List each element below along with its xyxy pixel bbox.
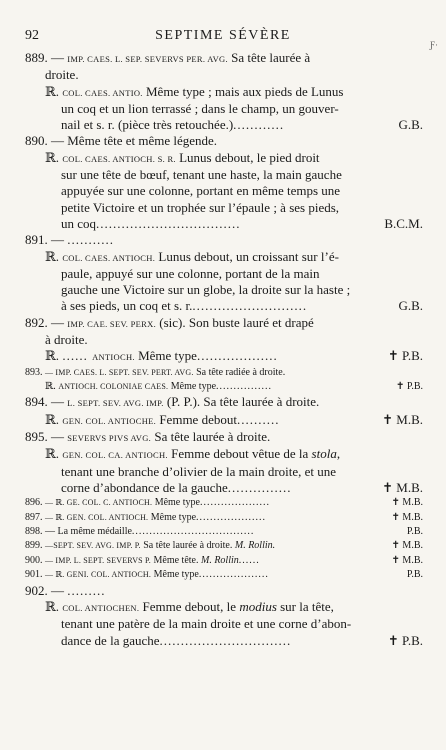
coin-legend: IMP. CAE. SEV. PERX. — [67, 318, 156, 329]
reverse-mark: ℝ. — [45, 149, 63, 165]
entry-line — [25, 200, 423, 216]
entry-line — [25, 539, 423, 553]
entry-text: appuyée sur une colonne, portant en même temps une — [61, 183, 341, 199]
entry-number: 900. — [25, 554, 45, 566]
collection-ref: G.B. — [398, 117, 423, 133]
entry-text: sur une tête de bœuf, tenant une haste, la main gauche — [61, 167, 342, 183]
leader-dots: .................... — [198, 569, 269, 581]
entry-text: dance de la gauche — [61, 632, 160, 648]
entry-number: 895. — [25, 429, 48, 445]
coin-legend: IMP. CAES. L. SEP. SEVERVS PER. AVG. — [67, 54, 228, 64]
entry-line — [25, 332, 423, 348]
collection-ref: ✝ M.B. — [382, 479, 423, 495]
entry-line — [25, 282, 423, 298]
entry-text: Sa tête laurée à — [227, 50, 311, 65]
entry-line — [25, 315, 423, 332]
entry-text: (sic). Son buste lauré et drapé — [156, 314, 314, 330]
coin-legend: — ℝ. GEN. COL. ANTIOCH. — [45, 512, 149, 522]
entry-line — [25, 232, 423, 248]
entry-text: Lunus debout, un croissant sur l’é- — [155, 248, 339, 264]
reverse-mark: ℝ. — [45, 381, 59, 393]
entry-text: Sa tête laurée à droite. — [151, 429, 271, 445]
entry-text: à droite. — [45, 332, 88, 348]
reverse-mark: ℝ. — [45, 83, 63, 99]
entry-text: Même type — [152, 497, 200, 509]
entry-line — [25, 133, 423, 149]
entry-number: 892. — [25, 314, 48, 330]
entry-number: 901. — [25, 569, 45, 581]
entry-line — [25, 84, 423, 101]
coin-legend: COL. ANTIOCHEN. — [62, 602, 140, 613]
entry-text: Femme debout vêtue de la — [167, 446, 312, 462]
reverse-mark: ℝ. — [45, 348, 63, 364]
leader-dots: .................... — [199, 497, 270, 509]
leader-dots: ................................... — [131, 526, 255, 538]
entry-line — [25, 183, 423, 199]
reverse-mark: ℝ. — [45, 411, 63, 427]
entry-line — [25, 249, 423, 266]
entry-text: tenant une patère de la main droite et une corne d’abon- — [61, 616, 352, 632]
entry-line — [25, 446, 423, 463]
entry-text: — Même tête et même légende. — [47, 133, 218, 149]
entry-text: — — [47, 582, 68, 598]
entry-text: Sa tête radiée à droite. — [193, 366, 286, 378]
collection-ref: G.B. — [398, 298, 423, 314]
entry-number: 894. — [25, 394, 48, 410]
coin-legend: L. SEPT. SEV. AVG. IMP. — [67, 398, 164, 409]
entry-line — [25, 616, 423, 632]
reverse-mark: ℝ. — [45, 248, 63, 264]
dash: — — [47, 314, 68, 330]
coin-legend: COL. CAES. ANTIOCH. S. R. — [62, 153, 176, 164]
collection-ref: B.C.M. — [384, 215, 423, 231]
entry-emphasis: modius — [239, 598, 277, 614]
emphasis — [312, 446, 337, 461]
page-number: 92 — [25, 28, 39, 43]
entry-text: (P. P.). Sa tête laurée à droite. — [163, 394, 320, 410]
entry-line — [25, 266, 423, 282]
coin-legend: —SEPT. SEV. AVG. IMP. P. — [45, 541, 141, 551]
entry-text: Femme debout, le — [139, 598, 240, 614]
leader-dots: .................... — [196, 511, 267, 523]
dash: — — [47, 50, 68, 65]
entry-number: 898. — [25, 526, 45, 538]
entry-text: à ses pieds, un coq et s. r. — [61, 298, 193, 314]
coin-legend: GEN. COL. ANTIOCHE. — [62, 415, 157, 426]
entry-line — [25, 348, 423, 365]
entry-text: Femme debout — [156, 411, 237, 427]
collection-ref: ✝ M.B. — [391, 497, 423, 509]
entry-text: un coq et un lion terrassé ; dans le champ, un gouver- — [61, 100, 339, 116]
collection-ref: ✝ P.B. — [395, 381, 423, 393]
entry-line — [25, 67, 423, 83]
leader-dots: ........................... — [192, 298, 308, 314]
entry-line — [25, 429, 423, 446]
entry-text: tenant une branche d’olivier de la main droite, et une — [61, 463, 337, 479]
leader-dots: ................... — [196, 348, 278, 364]
entry-text: — La même médaille — [45, 526, 132, 538]
entry-line — [25, 554, 423, 568]
entry-line — [25, 150, 423, 167]
entry-text: un coq — [61, 215, 97, 231]
entry-line — [25, 167, 423, 183]
emphasis — [239, 599, 277, 614]
entry-line — [25, 511, 423, 525]
coin-legend: — IMP. CAES. L. SEPT. SEV. PERT. AVG. — [45, 367, 194, 377]
leader-dots: ...... — [238, 554, 260, 566]
entry-text: Sa tête laurée à droite. — [140, 540, 235, 552]
running-title: SEPTIME SÉVÈRE — [155, 28, 291, 43]
entry-line — [25, 480, 423, 496]
coin-legend: COL. CAES. ANTIO. — [62, 87, 143, 98]
leader-dots: ............... — [227, 479, 292, 495]
dash: — — [47, 394, 68, 410]
entry-emphasis: M. Rollin — [200, 554, 239, 566]
collection-ref: ✝ P.B. — [387, 632, 423, 648]
leader-dots: .................................. — [96, 215, 241, 231]
entry-text: nail et s. r. (pièce très retouchée.) — [61, 117, 234, 133]
dash: — — [47, 429, 68, 445]
leader-dots: ...... — [62, 348, 93, 364]
entry-number: 893. — [25, 366, 45, 378]
entry-number: 899. — [25, 540, 45, 552]
entry-text: Même type — [134, 348, 197, 364]
collection-ref: ✝ M.B. — [391, 511, 423, 523]
leader-dots: .......... — [236, 411, 280, 427]
entry-line — [25, 380, 423, 394]
entry-number: 902. — [25, 582, 48, 598]
coin-legend: ANTIOCH. — [92, 352, 135, 363]
leader-dots: ......... — [67, 582, 106, 598]
emphasis — [235, 540, 275, 551]
entry-number: 890. — [25, 133, 48, 149]
entry-text: — — [47, 232, 68, 248]
entry-emphasis: M. Rollin. — [234, 540, 276, 552]
entry-text: gauche une Victoire sur un globe, la droite sur la haste ; — [61, 282, 351, 298]
entry-line — [25, 496, 423, 510]
entry-line — [25, 525, 423, 539]
collection-ref: ✝ M.B. — [391, 540, 423, 552]
entry-line — [25, 412, 423, 429]
entry-line — [25, 366, 423, 380]
reverse-mark: ℝ. — [45, 598, 63, 614]
emphasis — [201, 555, 239, 566]
entry-line — [25, 599, 423, 616]
collection-ref: P.B. — [406, 526, 423, 538]
entry-number: 896. — [25, 497, 45, 509]
entry-text: Même tête. — [151, 554, 201, 566]
collection-ref: P.B. — [406, 569, 423, 581]
leader-dots: ........... — [67, 232, 114, 248]
coin-legend: COL. CAES. ANTIOCH. — [62, 252, 156, 263]
collection-ref: ✝ M.B. — [382, 411, 423, 427]
entry-number: 897. — [25, 511, 45, 523]
entry-text: Même type ; mais aux pieds de Lunus — [142, 83, 344, 99]
entry-line — [25, 464, 423, 480]
coin-legend: — ℝ. GENI. COL. ANTIOCH. — [45, 570, 152, 580]
entry-text: sur la tête, — [276, 598, 334, 614]
entry-text: droite. — [45, 67, 79, 83]
entry-text: corne d’abondance de la gauche — [61, 479, 228, 495]
coin-legend: — IMP. L. SEPT. SEVERVS P. — [45, 555, 151, 565]
coin-legend: ANTIOCH. COLONIAE CAES. — [58, 382, 169, 392]
coin-legend: — ℝ. GE. COL. C. ANTIOCH. — [45, 498, 153, 508]
leader-dots: ............ — [233, 117, 285, 133]
page-header — [0, 28, 446, 50]
entry-line — [25, 568, 423, 582]
entry-line — [25, 117, 423, 133]
collection-ref: ✝ P.B. — [387, 348, 423, 364]
entry-line — [25, 583, 423, 599]
entry-text: Lunus debout, le pied droit — [175, 149, 320, 165]
leader-dots: ............................... — [159, 632, 292, 648]
catalogue-body — [25, 50, 423, 649]
coin-legend: SEVERVS PIVS AVG. — [67, 433, 152, 444]
corner-mark: Ƒ· — [429, 40, 438, 50]
entry-text: Même type — [168, 381, 217, 393]
entry-line — [25, 216, 423, 232]
entry-number: 889. — [25, 50, 48, 65]
entry-text: , — [336, 446, 341, 462]
entry-text: Même type — [151, 569, 199, 581]
coin-legend: GEN. COL. CA. ANTIOCH. — [62, 450, 168, 461]
reverse-mark: ℝ. — [45, 446, 63, 462]
entry-line — [25, 101, 423, 117]
entry-line — [25, 633, 423, 649]
leader-dots: ................ — [216, 381, 273, 393]
entry-emphasis: stola — [311, 446, 337, 462]
entry-line — [25, 50, 423, 67]
entry-line — [25, 298, 423, 314]
entry-text: paule, appuyé sur une colonne, portant de la main — [61, 265, 320, 281]
entry-text: Même type — [148, 511, 197, 523]
entry-line — [25, 394, 423, 411]
entry-number: 891. — [25, 232, 48, 248]
collection-ref: ✝ M.B. — [391, 554, 423, 566]
entry-text: petite Victoire et un trophée sur l’épaule ; à ses pieds, — [61, 199, 340, 215]
